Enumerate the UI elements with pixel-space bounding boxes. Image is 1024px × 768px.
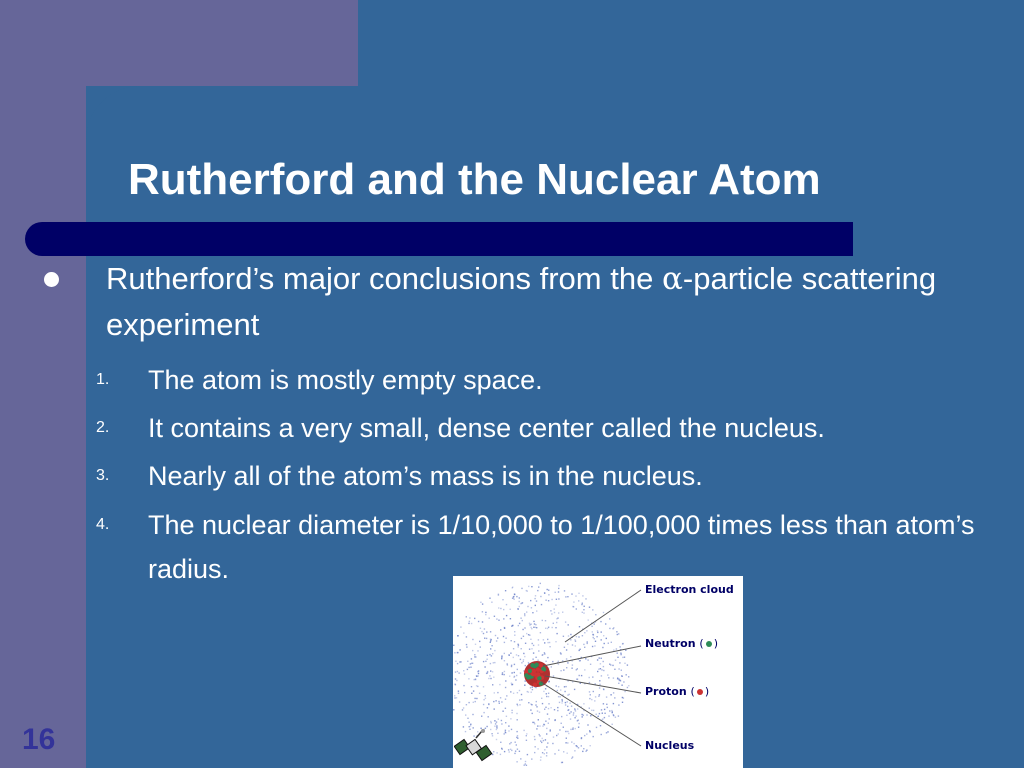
list-item-number: 4. [96, 516, 110, 533]
list-item-number: 1. [96, 371, 110, 388]
list-item-text: Nearly all of the atom’s mass is in the nucleus. [148, 461, 703, 491]
bullet-text-prefix: Rutherford’s major conclusions from the [106, 261, 662, 296]
atom-diagram-graphic [453, 576, 743, 768]
leader-line-nucleus [541, 682, 641, 746]
list-item-number: 3. [96, 467, 110, 484]
leader-line-proton [545, 676, 641, 693]
slide-title: Rutherford and the Nuclear Atom [128, 155, 821, 204]
proton-dot-icon [697, 689, 703, 695]
proton-label [645, 685, 709, 698]
main-bullet [106, 256, 1006, 348]
leader-line-electron-cloud [565, 590, 641, 642]
list-item-text: The atom is mostly empty space. [148, 365, 543, 395]
neutron-label [645, 637, 718, 650]
list-item-text: It contains a very small, dense center called the nucleus. [148, 413, 825, 443]
alpha-symbol: α [661, 261, 683, 297]
electron-cloud-label: Electron cloud [645, 583, 734, 596]
bullet-text-suffix: -particle scattering experiment [106, 261, 937, 342]
neutron-dot-icon [706, 641, 712, 647]
proton-label-text: Proton [645, 685, 687, 698]
nucleus-label: Nucleus [645, 739, 695, 752]
leader-line-neutron [543, 646, 641, 666]
bullet-icon [44, 272, 59, 287]
proton-legend: ( ) [690, 685, 710, 698]
title-underline-bar [25, 222, 853, 256]
atom-diagram [453, 576, 743, 768]
slide-number: 16 [22, 723, 56, 756]
neutron-legend: ( ) [699, 637, 719, 650]
satellite-icon[interactable] [454, 728, 494, 768]
top-decorative-band [0, 0, 358, 86]
left-decorative-band [0, 0, 86, 768]
list-item-number: 2. [96, 419, 110, 436]
neutron-label-text: Neutron [645, 637, 696, 650]
list-item-text: The nuclear diameter is 1/10,000 to 1/100,000 times less than atom’s radius. [148, 510, 975, 584]
